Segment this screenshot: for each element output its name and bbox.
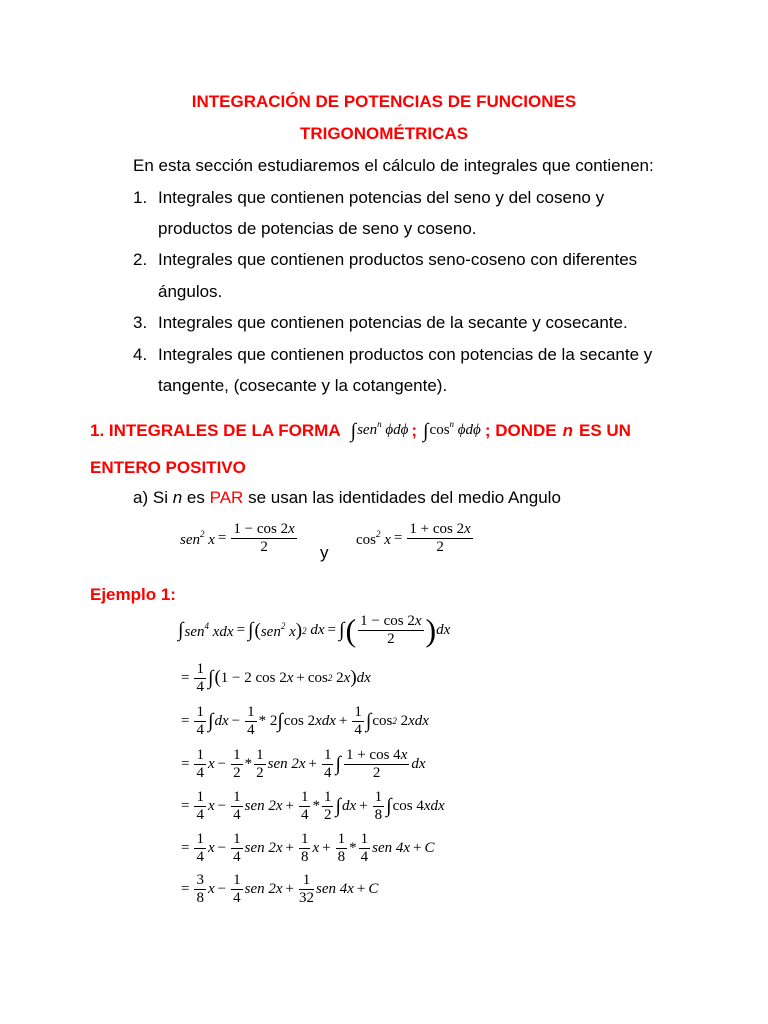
example-step-4: = $\frac{1}{4}$ x − $\frac{1}{4}$ sen 2x + $\frac{1}{4}$ * $\frac{1}{2}$ ∫ dx + $\frac{1}{8}$ ∫ cos 4 xdx (181, 788, 445, 823)
list-item-number: 2. (133, 250, 148, 269)
example-step-1: = $\frac{1}{4}$ ∫ ( 1 − 2 cos 2 x + cos 2 2 x ) dx (181, 660, 371, 695)
list-item-text: Integrales que contienen productos con potencias de la secante y (158, 345, 653, 364)
identity-conjunction: y (320, 543, 329, 562)
integral-cos-formula: $\int\cos^n$ ϕdϕ (423, 419, 481, 442)
section-heading-n: n (562, 421, 573, 440)
example-step-6: = $\frac{3}{8}$ x − $\frac{1}{4}$ sen 2x + $\frac{1}{32}$ sen 4x + C (181, 871, 379, 906)
example-step-3: = $\frac{1}{4}$ x − $\frac{1}{2}$ * $\frac{1}{2}$ sen 2x + $\frac{1}{4}$ ∫ $\frac{1 + \cos 4x}{2}$ dx (181, 746, 426, 781)
list-item-number: 3. (133, 313, 148, 332)
item-a-n: n (172, 488, 183, 507)
section-heading-prefix: 1. INTEGRALES DE LA FORMA (90, 421, 341, 440)
section-heading-line2: ENTERO POSITIVO (90, 458, 246, 477)
example-step-5: = $\frac{1}{4}$ x − $\frac{1}{4}$ sen 2x + $\frac{1}{8}$ x + $\frac{1}{8}$ * $\frac{1}{4}$ sen 4x + C (181, 830, 435, 865)
list-item-text: Integrales que contienen potencias del seno y del coseno y (158, 188, 605, 207)
doc-title-line2: TRIGONOMÉTRICAS (299, 124, 469, 143)
intro-text: En esta sección estudiaremos el cálculo de integrales que contienen: (133, 156, 654, 175)
integral-sen-formula: ∫sen$^n$ ϕdϕ (350, 419, 409, 442)
section-heading-es-un: ES UN (578, 421, 631, 440)
section-heading-donde: ; DONDE (484, 421, 557, 440)
section-heading (90, 419, 631, 443)
item-a-label: a) (133, 488, 149, 507)
list-item-number: 1. (133, 188, 148, 207)
example-step-2: = $\frac{1}{4}$ ∫ dx − $\frac{1}{4}$ * 2 ∫ cos 2 xdx + $\frac{1}{4}$ ∫ cos 2 2 xdx (181, 703, 429, 738)
item-a-par: PAR (209, 488, 244, 507)
list-item-text: Integrales que contienen productos seno-coseno con diferentes (158, 250, 638, 269)
example-title: Ejemplo 1: (90, 585, 176, 604)
item-a-es: es (186, 488, 205, 507)
identity-sen-squared: sen$^2$ x = $\frac{1 - \cos 2x}{2}$ (180, 521, 295, 555)
doc-title-line1: INTEGRACIÓN DE POTENCIAS DE FUNCIONES (191, 92, 577, 111)
section-heading-separator: ; (411, 421, 418, 440)
list-item-text-cont: productos de potencias de seno y coseno. (158, 219, 477, 238)
identity-cos-squared: $\cos^2 x$ = $\frac{1 + \cos 2x}{2}$ (356, 521, 471, 555)
list-item-text: Integrales que contienen potencias de la secante y cosecante. (158, 313, 628, 332)
list-item-text-cont: ángulos. (158, 282, 223, 301)
list-item-text-cont: tangente, (cosecante y la cotangente). (158, 376, 448, 395)
item-a (133, 488, 561, 508)
item-a-si: Si (152, 488, 168, 507)
list-item-number: 4. (133, 345, 148, 364)
item-a-rest: se usan las identidades del medio Angulo (248, 488, 561, 507)
example-step-0: ∫ sen$^4$ xdx = ∫ ( sen$^2$ x ) 2 dx = ∫ ( $\frac{1 - \cos 2x}{2}$ ) dx (178, 612, 451, 648)
